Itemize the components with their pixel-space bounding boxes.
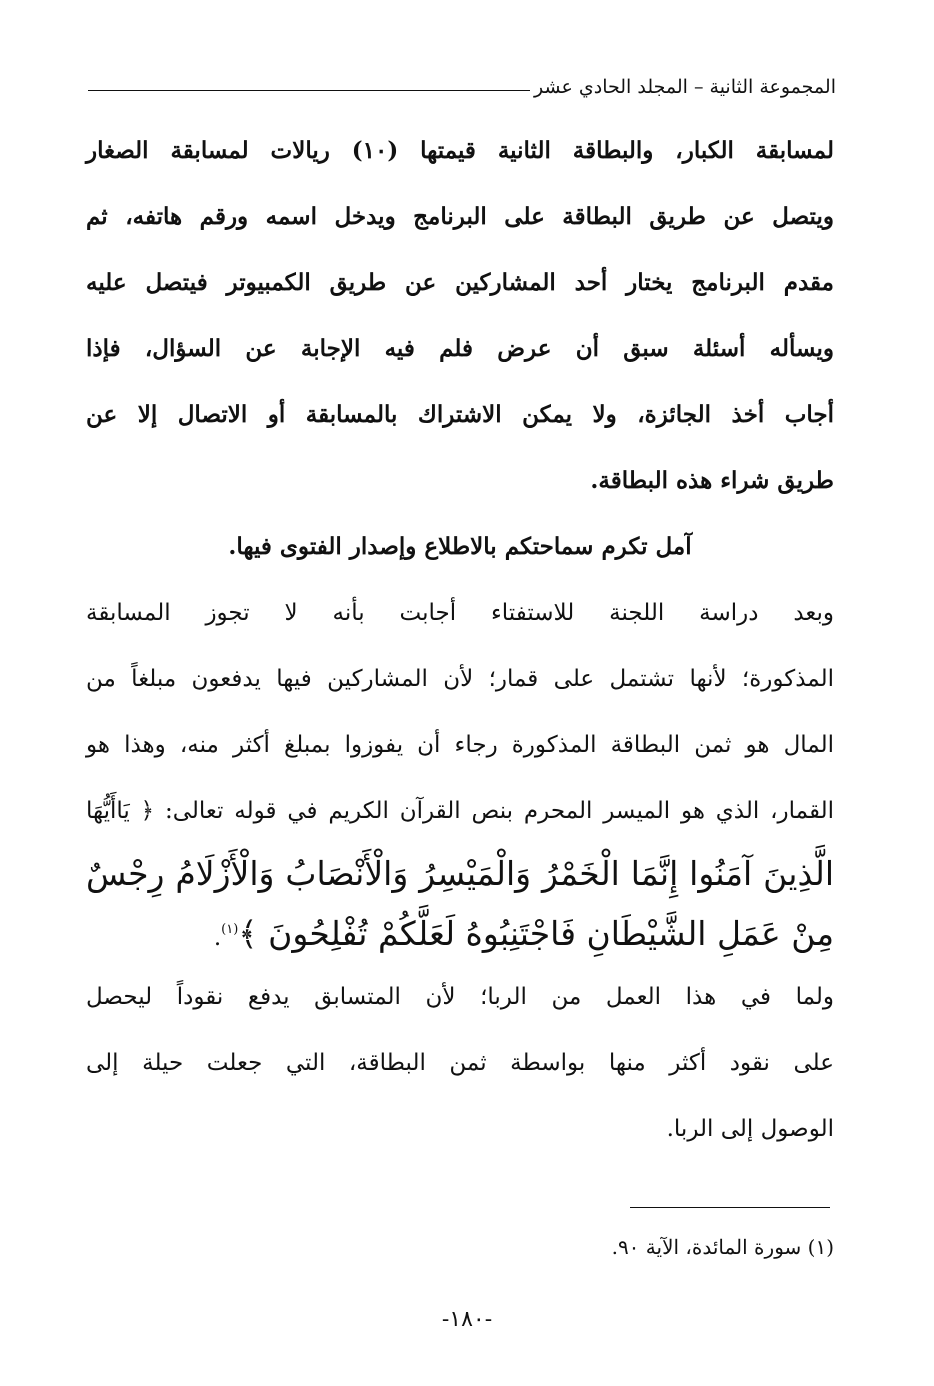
question-line: أجاب أخذ الجائزة، ولا يمكن الاشتراك بالمسابقة أو الاتصال إلا عن [86,401,834,428]
question-line: مقدم البرنامج يختار أحد المشاركين عن طريق الكمبيوتر فيتصل عليه [86,269,834,296]
answer-line: المذكورة؛ لأنها تشتمل على قمار؛ لأن المشاركين فيها يدفعون مبلغاً من [86,666,834,692]
riba-line: الوصول إلى الربا. [666,1116,834,1142]
question-line: طريق شراء هذه البطاقة. [590,467,834,494]
riba-line: على نقود أكثر منها بواسطة ثمن البطاقة، التي جعلت حيلة إلى [86,1050,834,1076]
answer-line: وبعد دراسة اللجنة للاستفتاء أجابت بأنه لا تجوز المسابقة [86,600,834,626]
footnote-marker: (١) [221,922,239,937]
question-line: لمسابقة الكبار، والبطاقة الثانية قيمتها (١٠) ريالات لمسابقة الصغار [86,137,834,164]
footnote: (١) سورة المائدة، الآية ٩٠. [611,1235,834,1259]
riba-line: ولما في هذا العمل من الربا؛ لأن المتسابق يدفع نقوداً ليحصل [86,984,834,1010]
header-title: المجموعة الثانية – المجلد الحادي عشر [534,76,836,98]
quran-verse-line: الَّذِينَ آمَنُوا إِنَّمَا الْخَمْرُ وَالْمَيْسِرُ وَالْأَنْصَابُ وَالْأَزْلَامُ رِجْسٌ [86,854,834,893]
question-line: ويتصل عن طريق البطاقة على البرنامج ويدخل اسمه ورقم هاتفه، ثم [86,203,834,230]
quran-verse-line-end [86,904,834,964]
page-number: -١٨٠- [441,1307,493,1332]
verse-intro-line: القمار، الذي هو الميسر المحرم بنص القرآن الكريم في قوله تعالى: ﴿ يَاأَيُّهَا [86,798,834,824]
question-line: ويسأله أسئلة سبق أن عرض فلم فيه الإجابة عن السؤال، فإذا [86,335,834,362]
body-text [86,118,834,1162]
quran-verse-text: مِنْ عَمَلِ الشَّيْطَانِ فَاجْتَنِبُوهُ لَعَلَّكُمْ تُفْلِحُونَ ﴾ [238,914,834,953]
verse-end-punct: . [213,925,222,951]
answer-line: المال هو ثمن البطاقة المذكورة رجاء أن يفوزوا بمبلغ أكثر منه، وهذا هو [86,732,834,758]
header-rule [88,90,530,91]
running-header [88,72,836,102]
question-closing: آمل تكرم سماحتكم بالاطلاع وإصدار الفتوى فيها. [228,533,692,560]
footnote-separator [630,1207,830,1208]
